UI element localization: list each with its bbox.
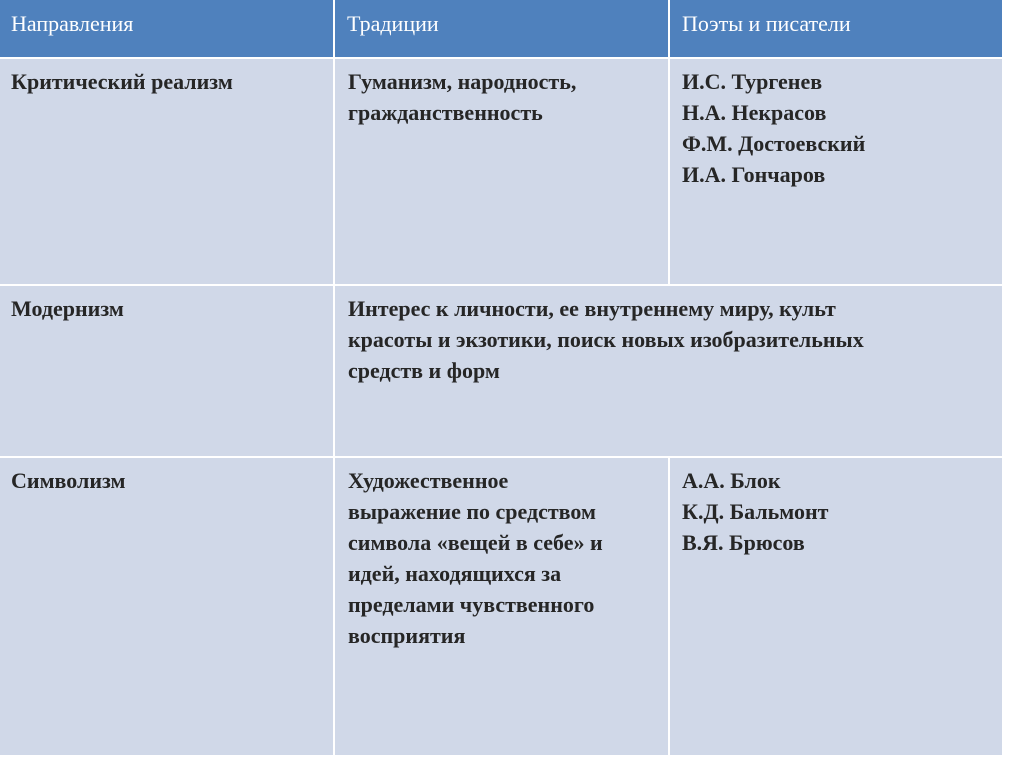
row-1-author: И.С. Тургенев <box>682 69 823 94</box>
row-3-traditions-line: символа «вещей в себе» и <box>348 530 603 555</box>
row-3-author: А.А. Блок <box>682 468 781 493</box>
row-3-authors <box>670 458 1004 757</box>
row-2-traditions-line: средств и форм <box>348 358 500 383</box>
row-3-author: В.Я. Брюсов <box>682 530 805 555</box>
row-1-author: Н.А. Некрасов <box>682 100 827 125</box>
row-2-traditions-line: красоты и экзотики, поиск новых изобразительных <box>348 327 864 352</box>
row-2-traditions-line: Интерес к личности, ее внутреннему миру, культ <box>348 296 836 321</box>
header-directions: Направления <box>0 0 335 59</box>
row-2-direction: Модернизм <box>0 286 335 458</box>
row-3-traditions-line: восприятия <box>348 623 466 648</box>
row-3-traditions-line: идей, находящихся за <box>348 561 562 586</box>
header-authors: Поэты и писатели <box>670 0 1004 59</box>
row-3-author: К.Д. Бальмонт <box>682 499 829 524</box>
row-3-direction: Символизм <box>0 458 335 757</box>
row-3-traditions-line: выражение по средством <box>348 499 596 524</box>
row-1-traditions <box>335 59 670 286</box>
row-1-author: И.А. Гончаров <box>682 162 826 187</box>
row-1-traditions-line: Гуманизм, народность, <box>348 69 577 94</box>
row-3-traditions-line: Художественное <box>348 468 509 493</box>
row-2-traditions <box>335 286 1004 458</box>
header-traditions: Традиции <box>335 0 670 59</box>
row-1-direction: Критический реализм <box>0 59 335 286</box>
row-3-traditions-line: пределами чувственного <box>348 592 595 617</box>
row-3-traditions <box>335 458 670 757</box>
row-1-traditions-line: гражданственность <box>348 100 543 125</box>
row-1-author: Ф.М. Достоевский <box>682 131 866 156</box>
row-1-authors <box>670 59 1004 286</box>
